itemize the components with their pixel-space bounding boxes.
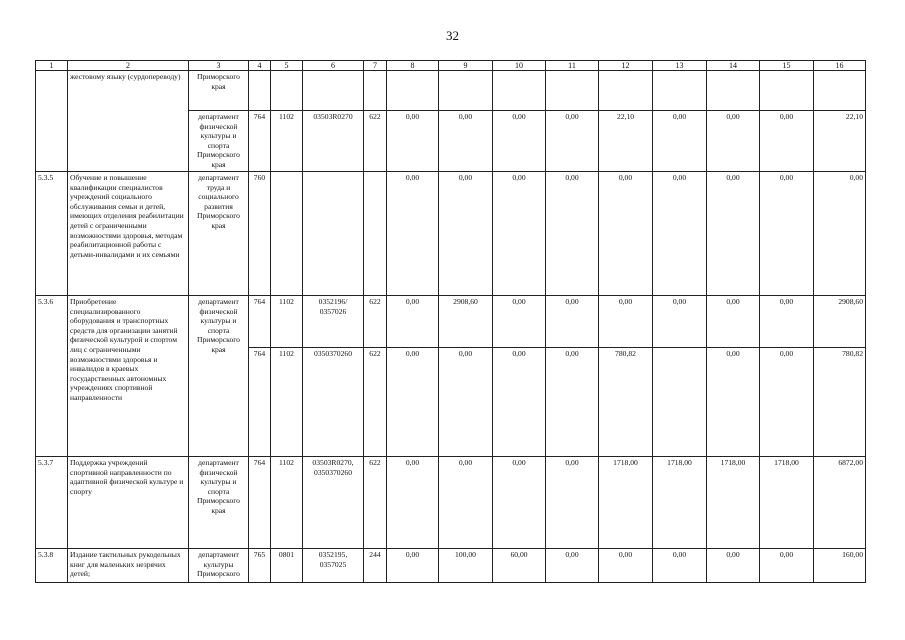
cell-c16: 160,00 xyxy=(814,549,866,583)
col-header-6: 6 xyxy=(303,61,364,71)
cell-c12: 0,00 xyxy=(599,172,653,296)
cell-c4: 765 xyxy=(249,549,271,583)
cell-c13: 1718,00 xyxy=(653,457,707,549)
col-header-2: 2 xyxy=(68,61,189,71)
cell-c13: 0,00 xyxy=(653,111,707,172)
cell-c16: 22,10 xyxy=(814,111,866,172)
row-name: Приобретение специализированного оборудования и транспортных средств для организации занятий физической культурой и спортом лиц с ограниченными возможностями здоровья и инвалидов в краевых государственных автономных учреждениях спортивной направленности xyxy=(68,296,189,457)
cell-c5: 0801 xyxy=(271,549,303,583)
col-header-15: 15 xyxy=(760,61,814,71)
cell-c11: 0,00 xyxy=(546,172,599,296)
row-number: 5.3.6 xyxy=(36,296,68,457)
col-header-7: 7 xyxy=(364,61,387,71)
row-number: 5.3.5 xyxy=(36,172,68,296)
cell-c4: 764 xyxy=(249,457,271,549)
cell-c7: 622 xyxy=(364,296,387,348)
page-number: 32 xyxy=(446,28,459,43)
cell-c5 xyxy=(271,172,303,296)
cell-c10: 60,00 xyxy=(493,549,546,583)
cell-c15: 0,00 xyxy=(760,111,814,172)
cell-c9: 100,00 xyxy=(439,549,493,583)
cell-c15: 0,00 xyxy=(760,348,814,457)
cell-c8: 0,00 xyxy=(387,348,439,457)
cell-c6: 0350370260 xyxy=(303,348,364,457)
column-number-header xyxy=(36,61,866,71)
cell-c7: 244 xyxy=(364,549,387,583)
cell-c11: 0,00 xyxy=(546,111,599,172)
cell-c13: 0,00 xyxy=(653,549,707,583)
cell-c14: 0,00 xyxy=(707,172,760,296)
cell-c10 xyxy=(493,71,546,111)
row-name: Обучение и повышение квалификации специалистов учреждений социального обслуживания семьи и детей, имеющих отделения реабилитации детей с ограниченными возможностями здоровья, методам реабилитационной работы с детьми-инвалидами и их семьями xyxy=(68,172,189,296)
col-header-13: 13 xyxy=(653,61,707,71)
cell-c8: 0,00 xyxy=(387,296,439,348)
cell-c6 xyxy=(303,172,364,296)
col-header-9: 9 xyxy=(439,61,493,71)
cell-c7: 622 xyxy=(364,348,387,457)
cell-c9: 0,00 xyxy=(439,457,493,549)
cell-c10: 0,00 xyxy=(493,348,546,457)
cell-c4 xyxy=(249,71,271,111)
cell-c9: 0,00 xyxy=(439,111,493,172)
cell-c8: 0,00 xyxy=(387,457,439,549)
cell-c16: 6872,00 xyxy=(814,457,866,549)
row-department: департамент физической культуры и спорта Приморского края xyxy=(189,296,249,457)
cell-c15 xyxy=(760,71,814,111)
cell-c12: 0,00 xyxy=(599,549,653,583)
col-header-8: 8 xyxy=(387,61,439,71)
row-department: департамент труда и социального развития Приморского края xyxy=(189,172,249,296)
cell-c12: 0,00 xyxy=(599,296,653,348)
row-department: Приморского края xyxy=(189,71,249,111)
cell-c13 xyxy=(653,348,707,457)
cell-c15: 0,00 xyxy=(760,296,814,348)
table-row xyxy=(36,71,866,111)
cell-c10: 0,00 xyxy=(493,172,546,296)
row-number: 5.3.8 xyxy=(36,549,68,583)
cell-c8 xyxy=(387,71,439,111)
cell-c13: 0,00 xyxy=(653,296,707,348)
cell-c14: 0,00 xyxy=(707,549,760,583)
cell-c15: 0,00 xyxy=(760,549,814,583)
cell-c5 xyxy=(271,71,303,111)
col-header-16: 16 xyxy=(814,61,866,71)
cell-c4: 764 xyxy=(249,111,271,172)
row-department: департамент культуры Приморского xyxy=(189,549,249,583)
row-number: 5.3.7 xyxy=(36,457,68,549)
cell-c8: 0,00 xyxy=(387,111,439,172)
cell-c9: 2908,60 xyxy=(439,296,493,348)
cell-c7 xyxy=(364,172,387,296)
cell-c11 xyxy=(546,71,599,111)
cell-c4: 760 xyxy=(249,172,271,296)
table-row xyxy=(36,172,866,296)
cell-c13: 0,00 xyxy=(653,172,707,296)
cell-c6: 0352196/ 0357026 xyxy=(303,296,364,348)
cell-c14: 0,00 xyxy=(707,111,760,172)
cell-c6 xyxy=(303,71,364,111)
cell-c16: 2908,60 xyxy=(814,296,866,348)
cell-c7 xyxy=(364,71,387,111)
cell-c4: 764 xyxy=(249,348,271,457)
cell-c14: 1718,00 xyxy=(707,457,760,549)
cell-c8: 0,00 xyxy=(387,549,439,583)
cell-c15: 0,00 xyxy=(760,172,814,296)
cell-c10: 0,00 xyxy=(493,457,546,549)
cell-c6: 03503R0270 xyxy=(303,111,364,172)
table-row xyxy=(36,549,866,583)
col-header-12: 12 xyxy=(599,61,653,71)
cell-c10: 0,00 xyxy=(493,296,546,348)
row-name: жестовому языку (сурдопереводу) xyxy=(68,71,189,172)
cell-c11: 0,00 xyxy=(546,348,599,457)
cell-c4: 764 xyxy=(249,296,271,348)
col-header-11: 11 xyxy=(546,61,599,71)
cell-c11: 0,00 xyxy=(546,296,599,348)
cell-c5: 1102 xyxy=(271,296,303,348)
cell-c13 xyxy=(653,71,707,111)
cell-c12: 780,82 xyxy=(599,348,653,457)
row-name: Издание тактильных рукодельных книг для маленьких незрячих детей; xyxy=(68,549,189,583)
col-header-5: 5 xyxy=(271,61,303,71)
cell-c14: 0,00 xyxy=(707,348,760,457)
cell-c16: 0,00 xyxy=(814,172,866,296)
col-header-1: 1 xyxy=(36,61,68,71)
cell-c9: 0,00 xyxy=(439,348,493,457)
cell-c11: 0,00 xyxy=(546,549,599,583)
cell-c7: 622 xyxy=(364,457,387,549)
cell-c11: 0,00 xyxy=(546,457,599,549)
cell-c6: 03503R0270, 0350370260 xyxy=(303,457,364,549)
table-row xyxy=(36,457,866,549)
cell-c7: 622 xyxy=(364,111,387,172)
budget-table xyxy=(35,60,866,583)
cell-c14: 0,00 xyxy=(707,296,760,348)
cell-c9: 0,00 xyxy=(439,172,493,296)
cell-c12: 1718,00 xyxy=(599,457,653,549)
row-department: департамент физической культуры и спорта Приморского края xyxy=(189,111,249,172)
cell-c16 xyxy=(814,71,866,111)
cell-c16: 780,82 xyxy=(814,348,866,457)
cell-c10: 0,00 xyxy=(493,111,546,172)
cell-c12: 22,10 xyxy=(599,111,653,172)
cell-c12 xyxy=(599,71,653,111)
row-name: Поддержка учреждений спортивной направленности по адаптивной физической культуре и спорту xyxy=(68,457,189,549)
cell-c5: 1102 xyxy=(271,457,303,549)
row-department: департамент физической культуры и спорта Приморского края xyxy=(189,457,249,549)
cell-c15: 1718,00 xyxy=(760,457,814,549)
cell-c9 xyxy=(439,71,493,111)
cell-c5: 1102 xyxy=(271,111,303,172)
col-header-14: 14 xyxy=(707,61,760,71)
col-header-10: 10 xyxy=(493,61,546,71)
cell-c5: 1102 xyxy=(271,348,303,457)
cell-c14 xyxy=(707,71,760,111)
table-row xyxy=(36,296,866,348)
col-header-4: 4 xyxy=(249,61,271,71)
row-number xyxy=(36,71,68,172)
cell-c8: 0,00 xyxy=(387,172,439,296)
col-header-3: 3 xyxy=(189,61,249,71)
cell-c6: 0352195, 0357025 xyxy=(303,549,364,583)
